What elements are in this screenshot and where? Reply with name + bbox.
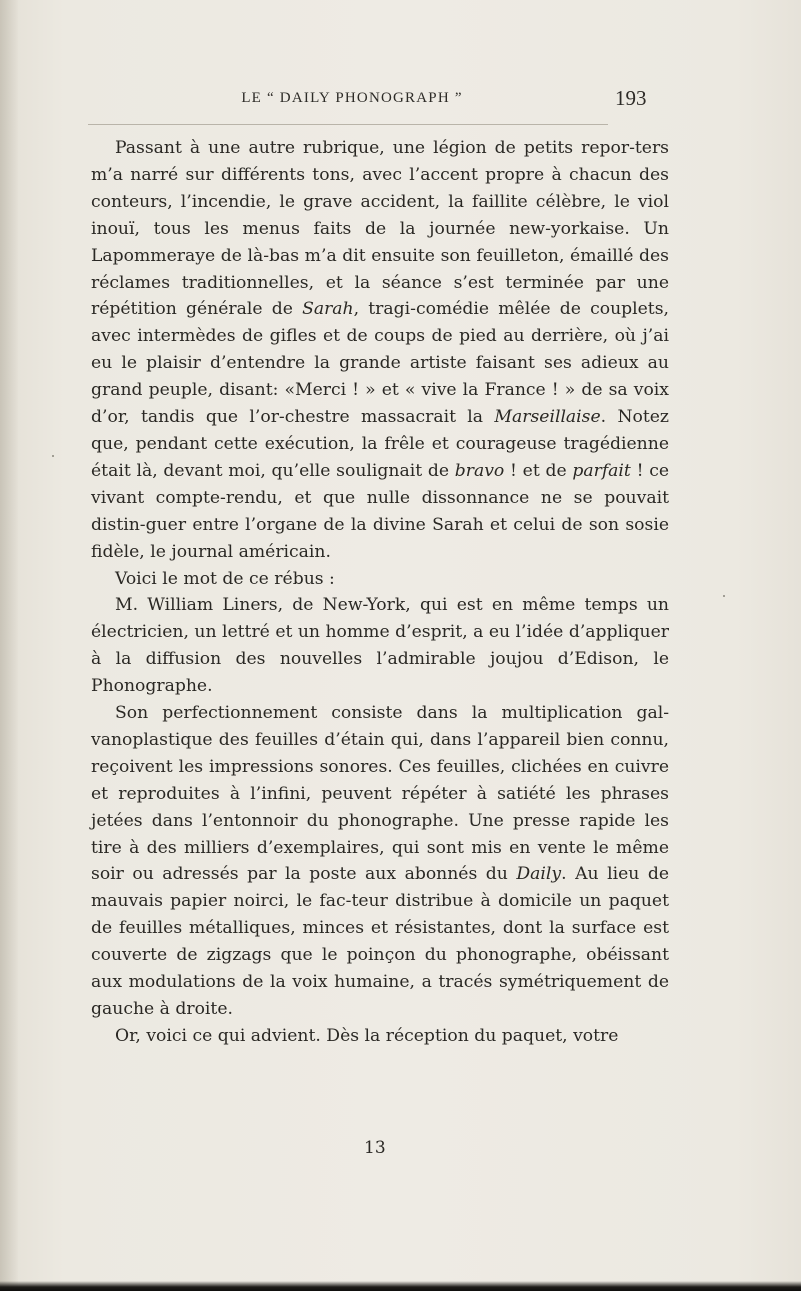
text-run: ! ce vivant compte-rendu, et que nulle dissonnance ne se pouvait distin-guer entre l’organe de la divine Sarah et celui de son sosie fidèle, le journal américain.	[91, 460, 670, 562]
italic-text: Marseillaise	[494, 407, 601, 428]
text-run: M. William Liners, de New-York, qui est en même temps un électricien, un lettré et un homme d’esprit, a eu l’idée d’appliquer à la diffusion des nouvelles l’admirable joujou d’Edison, le Phonographe.	[91, 595, 669, 697]
page-bottom-edge	[0, 1281, 801, 1291]
italic-text: Sarah	[302, 299, 354, 320]
paragraph-p1	[91, 135, 669, 566]
text-run: . Au lieu de mauvais papier noirci, le fac-teur distribue à domicile un paquet de feuilles métalliques, minces et résistantes, dont la surface est couverte de zigzags que le poinçon du phonographe, obéissant aux modulations de la voix humaine, a tracés symétriquement de gauche à droite.	[91, 864, 669, 1019]
text-run: Or, voici ce qui advient. Dès la réception du paquet, votre	[115, 1025, 619, 1046]
italic-text: bravo	[454, 460, 505, 481]
italic-text: Daily	[516, 864, 562, 885]
header-rule	[88, 124, 608, 125]
paragraph-p3	[91, 592, 669, 700]
text-run: Passant à une autre rubrique, une légion de petits repor-ters m’a narré sur différents tons, avec l’accent propre à chacun des conteurs, l’incendie, le grave accident, la faillite célèbre, le viol inouï, tous les menus faits de la journée new-yorkaise. Un Lapommeraye de là-bas m’a dit ensuite son feuilleton, émaillé des réclames traditionnelles, et la séance s’est terminée par une répétition générale de	[91, 138, 669, 320]
paragraph-p2	[91, 566, 669, 593]
print-speck	[723, 595, 725, 597]
paragraph-p5	[91, 1023, 669, 1050]
text-run: . Notez que, pendant cette exécution, la frêle et courageuse tragédienne était là, devant moi, qu’elle soulignait de	[91, 407, 669, 481]
paragraph-p4	[91, 700, 669, 1023]
text-run: Son perfectionnement consiste dans la multiplication gal-vanoplastique des feuilles d’étain qui, dans l’appareil bien connu, reçoivent les impressions sonores. Ces feuilles, clichées en cuivre et reproduites à l’infini, peuvent répéter à satiété les phrases jetées dans l’entonnoir du phonographe. Une presse rapide les tire à des milliers d’exemplaires, qui sont mis en vente le même soir ou adressés par la poste aux abonnés du	[91, 703, 669, 885]
text-run: , tragi-comédie mêlée de couplets, avec intermèdes de gifles et de coups de pied au derrière, où j’ai eu le plaisir d’entendre la grande artiste faisant ses adieux au grand peuple, disant: «Merci ! » et « vive la France ! » de sa voix d’or, tandis que l’or-chestre massacrait la	[91, 299, 669, 428]
print-speck	[52, 455, 54, 457]
page-gutter-shadow	[0, 0, 18, 1291]
page-number: 193	[615, 86, 647, 110]
text-run: ! et de	[504, 460, 573, 481]
body-text	[91, 135, 669, 1050]
running-title: LE “ DAILY PHONOGRAPH ”	[241, 90, 463, 106]
italic-text: parfait	[572, 460, 631, 481]
text-run: Voici le mot de ce rébus :	[115, 568, 335, 589]
signature-mark: 13	[364, 1138, 386, 1158]
page-header	[0, 86, 801, 116]
